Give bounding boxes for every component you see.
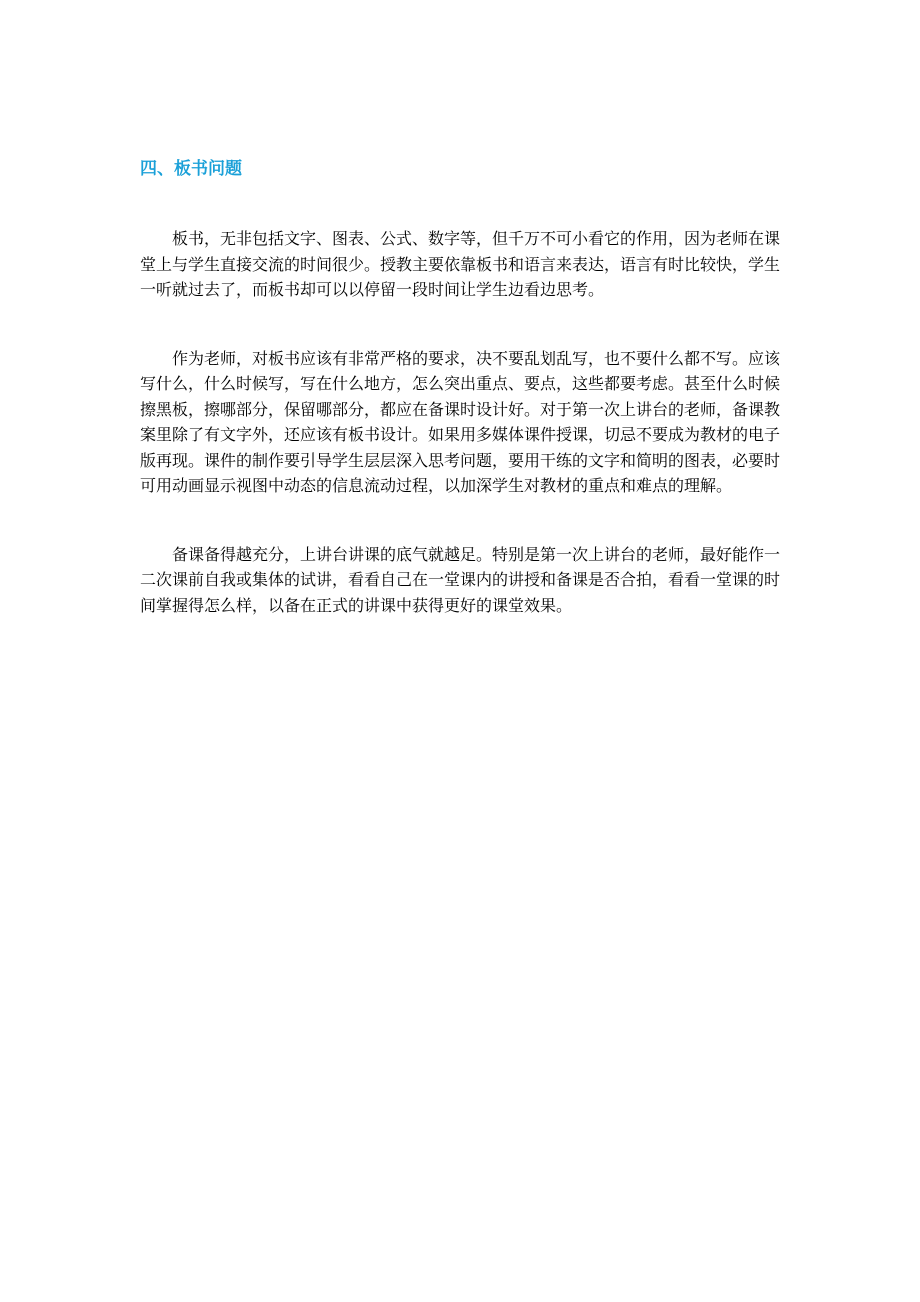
document-body: [140, 156, 780, 618]
paragraph-2: 作为老师，对板书应该有非常严格的要求，决不要乱划乱写，也不要什么都不写。应该写什么，什么时候写，写在什么地方，怎么突出重点、要点，这些都要考虑。甚至什么时候擦黑板，擦哪部分，保留哪部分，都应在备课时设计好。对于第一次上讲台的老师，备课教案里除了有文字外，还应该有板书设计。如果用多媒体课件授课，切忌不要成为教材的电子版再现。课件的制作要引导学生层层深入思考问题，要用干练的文字和简明的图表，必要时可用动画显示视图中动态的信息流动过程，以加深学生对教材的重点和难点的理解。: [140, 348, 781, 495]
paragraph-1: 板书，无非包括文字、图表、公式、数字等，但千万不可小看它的作用，因为老师在课堂上与学生直接交流的时间很少。授教主要依靠板书和语言来表达，语言有时比较快，学生一听就过去了，而板书却可以以停留一段时间让学生边看边思考。: [140, 229, 781, 299]
section-heading: 四、板书问题: [140, 159, 242, 179]
paragraph-3: 备课备得越充分，上讲台讲课的底气就越足。特别是第一次上讲台的老师，最好能作一二次课前自我或集体的试讲，看看自己在一堂课内的讲授和备课是否合拍，看看一堂课的时间掌握得怎么样，以备在正式的讲课中获得更好的课堂效果。: [140, 544, 781, 615]
